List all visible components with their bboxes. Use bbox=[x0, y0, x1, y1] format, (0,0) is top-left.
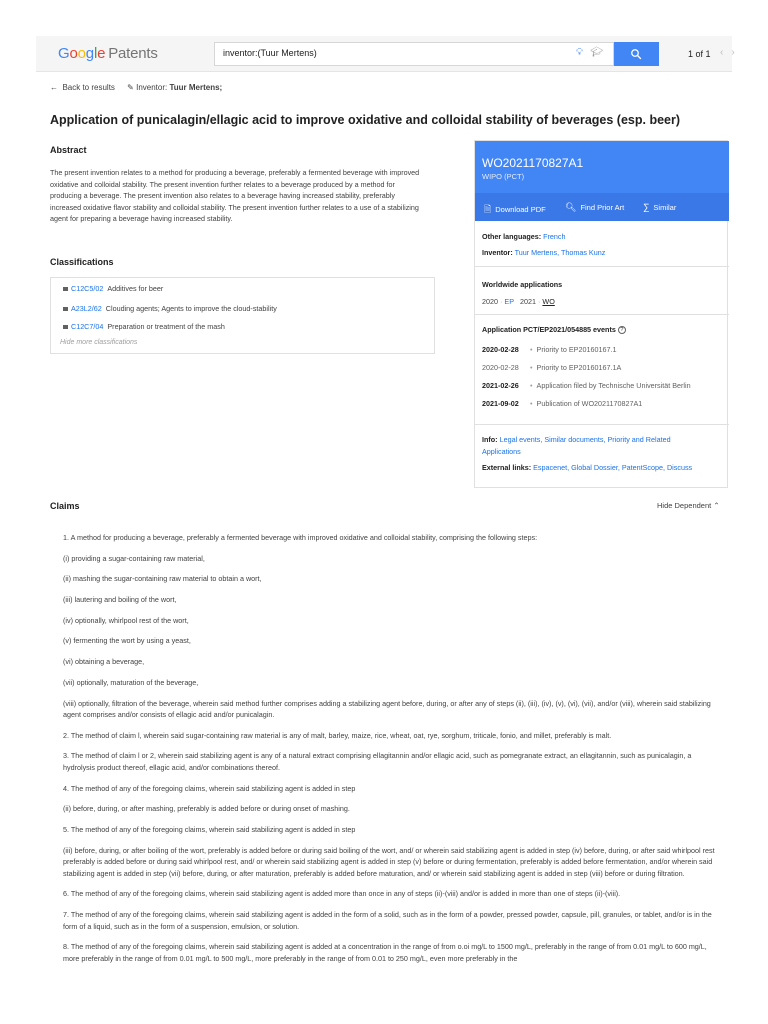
worldwide-heading: Worldwide applications bbox=[482, 280, 563, 289]
chevron-right-icon[interactable]: › bbox=[731, 47, 743, 58]
search-icon bbox=[630, 48, 642, 60]
claim-paragraph: 3. The method of claim l or 2, wherein said stabilizing agent is any of a natural extract comprising ellagitannin and/or ellagic acid, such as pomegranate extract, an ellagitannin, such as punicalagin, a hydrolysis product thereof, ellagic acid, and/or combinations thereof. bbox=[63, 751, 692, 772]
claim-paragraph: 2. The method of claim l, wherein said sugar-containing raw material is any of malt, barley, maize, rice, wheat, oat, rye, sorghum, triticale, fonio, and millet, preferably is malt. bbox=[63, 730, 612, 740]
events-heading: Application PCT/EP2021/054885 events ? bbox=[482, 325, 626, 334]
claim-paragraph: 6. The method of any of the foregoing claims, wherein said stabilizing agent is added more than once in any of steps (ii)-(viii) and/or is added in more than one of steps (ii)-(viii). bbox=[63, 889, 621, 899]
find-prior-art-button[interactable]: 🔍︎ Find Prior Art bbox=[565, 202, 625, 212]
pager-arrows bbox=[720, 47, 743, 58]
info-link[interactable]: Legal events, Similar documents, Priority and Related bbox=[499, 435, 671, 444]
classifications-box bbox=[50, 277, 435, 354]
pencil-icon: ✎ bbox=[127, 83, 134, 92]
lightbulb-icon[interactable]: 💡︎ bbox=[576, 47, 583, 58]
back-to-results-link[interactable]: ← Back to results bbox=[50, 83, 115, 92]
claim-paragraph: (ii) before, during, or after mashing, preferably is added before or during onset of mashing. bbox=[63, 804, 350, 814]
claim-paragraph: (iv) optionally, whirlpool rest of the wort, bbox=[63, 615, 189, 625]
worldwide-applications: 2020 · EP 2021 · WO bbox=[482, 297, 555, 306]
publication-number: WO2021170827A1 bbox=[482, 156, 584, 170]
abstract-text: The present invention relates to a method for producing a beverage, preferably a fermented beverage with improved oxidative and colloidal stability. The present invention further relates to a beverage produced by a method for producing a beverage. The present invention also relates to a beverage having increased stability, preferably increased oxidative flavor stability and colloidal stability. The present invention further relates to a use of a stabilizing agent for preparing a beverage having increased stability. bbox=[50, 168, 420, 223]
claims-list bbox=[63, 532, 723, 973]
tree-bullet-icon bbox=[63, 307, 68, 311]
classification-link[interactable]: C12C7/04 bbox=[71, 322, 104, 331]
hide-dependent-toggle[interactable]: Hide Dependent ⌃ bbox=[657, 501, 720, 510]
event-description[interactable]: • Priority to EP20160167.1 bbox=[530, 345, 617, 354]
divider bbox=[475, 266, 729, 267]
claim-paragraph: 4. The method of any of the foregoing claims, wherein said stabilizing agent is added in step bbox=[63, 783, 356, 793]
event-description[interactable]: • Publication of WO2021170827A1 bbox=[530, 399, 643, 408]
claim-paragraph: 8. The method of any of the foregoing claims, wherein said stabilizing agent is added at a concentration in the range of from o.oi mg/L to 1500 mg/L, preferably in the range of from 0.01 mg/L to 600 mg/L, more preferably in the range of from 0.01 mg/L to 500 mg/L, more preferably in the range of from 0.01 to 250 mg/L, even more preferably in the bbox=[63, 942, 707, 963]
divider bbox=[475, 314, 729, 315]
office-link-ep[interactable]: EP bbox=[504, 297, 514, 306]
event-description[interactable]: • Priority to EP20160167.1A bbox=[530, 363, 622, 372]
claims-heading: Claims bbox=[50, 501, 80, 511]
top-bar bbox=[36, 36, 743, 72]
help-icon[interactable]: ? bbox=[618, 326, 626, 334]
claim-paragraph: (v) fermenting the wort by using a yeast, bbox=[63, 636, 191, 646]
divider bbox=[475, 424, 729, 425]
breadcrumb bbox=[50, 83, 222, 92]
event-date: 2021-02-26 bbox=[482, 381, 519, 390]
event-description[interactable]: • Application filed by Technische Universität Berlin bbox=[530, 381, 691, 390]
claim-paragraph: 1. A method for producing a beverage, preferably a fermented beverage with improved oxidative and colloidal stability, comprising the following steps: bbox=[63, 533, 538, 542]
claim-paragraph: (ii) mashing the sugar-containing raw material to obtain a wort, bbox=[63, 574, 262, 584]
info-links: Info: Legal events, Similar documents, Priority and Related bbox=[482, 435, 671, 444]
google-patents-logo[interactable]: Google Patents bbox=[58, 45, 158, 62]
info-links-cont bbox=[482, 447, 521, 456]
scholar-cap-icon[interactable]: 🎓︎ bbox=[590, 47, 603, 58]
card-actions bbox=[475, 193, 729, 221]
external-links: External links: Espacenet, Global Dossier, PatentScope, Discuss bbox=[482, 463, 693, 472]
event-date: 2020-02-28 bbox=[482, 345, 519, 354]
hide-more-classifications-link[interactable]: Hide more classifications bbox=[60, 339, 138, 346]
classifications-heading: Classifications bbox=[50, 257, 114, 267]
claim-paragraph: 5. The method of any of the foregoing claims, wherein said stabilizing agent is added in step bbox=[63, 824, 356, 834]
tree-bullet-icon bbox=[63, 287, 68, 291]
other-languages: Other languages: French bbox=[482, 232, 566, 241]
info-link[interactable]: Applications bbox=[482, 447, 521, 456]
claim-paragraph: 7. The method of any of the foregoing claims, wherein said stabilizing agent is added in the form of a solid, such as in the form of a powder, pressed powder, capsule, pill, granules, or tablet, and/or is in the form of a liquid, such as in the form of a suspension, emulsion, or solution. bbox=[63, 910, 712, 931]
chevron-left-icon[interactable]: ‹ bbox=[720, 47, 732, 58]
classification-item: A23L2/62 Clouding agents; Agents to improve the cloud-stability bbox=[63, 304, 277, 313]
claim-paragraph: (vi) obtaining a beverage, bbox=[63, 657, 145, 667]
magnify-doc-icon: 🔍︎ bbox=[565, 202, 577, 212]
arrow-left-icon: ← bbox=[50, 83, 58, 92]
claim-paragraph: (viii) optionally, filtration of the beverage, wherein said method further comprises adding a stabilizing agent before, during, or after any of steps (ii), (iii), (iv), (v), (vi), (vii), and/or (viii), wherein said stabilizing agent comprises and/or consists of ellagic acid and/or punicalagin. bbox=[63, 698, 711, 719]
classification-link[interactable]: C12C5/02 bbox=[71, 284, 104, 293]
inventor-links[interactable]: Tuur Mertens, Thomas Kunz bbox=[514, 248, 606, 257]
publication-office: WIPO (PCT) bbox=[482, 172, 525, 181]
result-pager: 1 of 1 bbox=[688, 49, 711, 59]
classification-item: C12C5/02 Additives for beer bbox=[63, 284, 163, 293]
external-link[interactable]: Espacenet, Global Dossier, PatentScope, Discuss bbox=[533, 463, 693, 472]
pdf-file-icon: 🗎︎ bbox=[484, 204, 492, 214]
claim-paragraph: (i) providing a sugar-containing raw material, bbox=[63, 553, 205, 563]
claim-paragraph: (vii) optionally, maturation of the beverage, bbox=[63, 677, 199, 687]
sigma-icon: ∑ bbox=[643, 202, 650, 212]
search-button[interactable] bbox=[614, 42, 659, 66]
language-link-french[interactable]: French bbox=[543, 232, 566, 241]
tree-bullet-icon bbox=[63, 325, 68, 329]
search-input[interactable] bbox=[214, 42, 614, 66]
classification-item: C12C7/04 Preparation or treatment of the mash bbox=[63, 322, 225, 331]
search-query: inventor:(Tuur Mertens) bbox=[223, 48, 317, 58]
claim-paragraph: (iii) before, during, or after boiling of the wort, preferably is added before or during said boiling of the wort, and/ or wherein said stabilizing agent is added in step (iv) before, during, or after said whirlpool rest preferably is added before or during said whirlpool rest, and/ or wherein said stabilizing agent is added in step (v) before or during fermentation, preferably is added before fermentation, and/or wherein said stabilizing agent is added in step (vii) before, during, or after maturation, preferably is added before maturation, and/ or wherein said stabilizing agent is added in step (viii) before or during filtration. bbox=[63, 845, 715, 878]
abstract-heading: Abstract bbox=[50, 145, 87, 155]
event-date: 2021-09-02 bbox=[482, 399, 519, 408]
inventor-filter[interactable]: ✎ Inventor: Tuur Mertens; bbox=[127, 83, 223, 92]
classification-link[interactable]: A23L2/62 bbox=[71, 304, 102, 313]
claim-paragraph: (iii) lautering and boiling of the wort, bbox=[63, 595, 177, 605]
office-link-wo[interactable]: WO bbox=[542, 297, 555, 306]
download-pdf-button[interactable]: 🗎︎ Download PDF bbox=[484, 202, 546, 218]
page-title: Application of punicalagin/ellagic acid to improve oxidative and colloidal stability of beverages (esp. beer) bbox=[50, 113, 681, 127]
event-date: 2020-02-28 bbox=[482, 363, 519, 372]
chevron-up-icon: ⌃ bbox=[713, 501, 720, 510]
inventors: Inventor: Tuur Mertens, Thomas Kunz bbox=[482, 248, 606, 257]
similar-button[interactable]: ∑ Similar bbox=[643, 202, 677, 212]
publication-card bbox=[474, 140, 728, 488]
